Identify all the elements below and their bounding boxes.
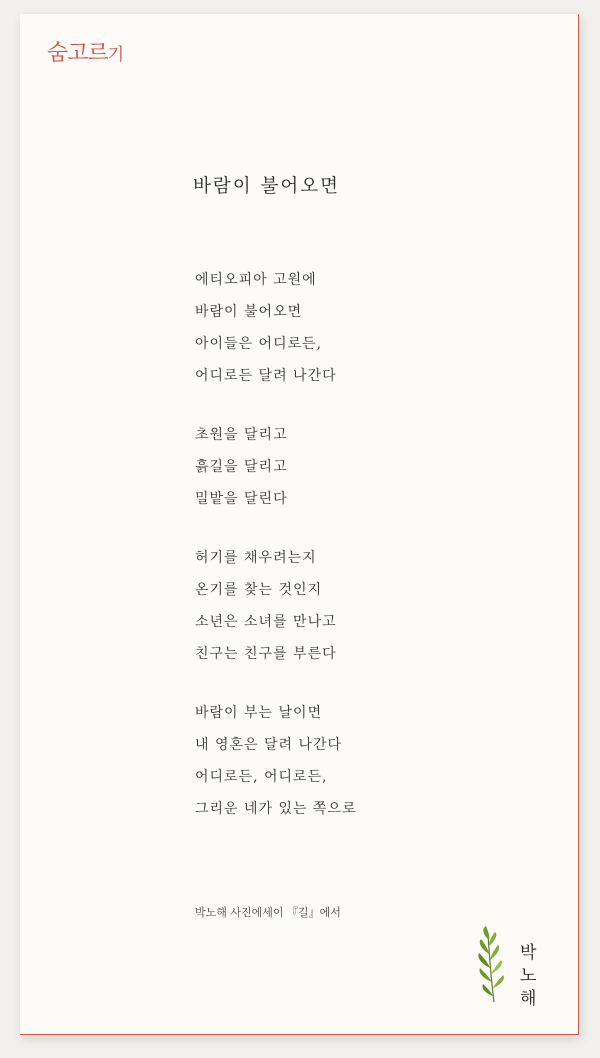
poem-line: 허기를 채우려는지 <box>195 550 317 566</box>
stanza <box>195 264 357 392</box>
poem-line: 그리운 네가 있는 쪽으로 <box>195 801 357 817</box>
stanza <box>195 697 357 825</box>
poem-line: 바람이 불어오면 <box>195 304 303 320</box>
signature-char: 노 <box>520 966 537 986</box>
signature-char: 해 <box>520 989 537 1009</box>
poem-line: 밀밭을 달린다 <box>195 491 288 507</box>
poem-source: 박노해 사진에세이 『길』에서 <box>195 906 341 919</box>
brand-logo-main: 숨고르 <box>47 41 108 66</box>
brand-logo-small: 기 <box>107 45 124 65</box>
poem-line: 소년은 소녀를 만나고 <box>195 614 337 630</box>
poem-line: 아이들은 어디로든, <box>195 336 323 352</box>
signature-char: 박 <box>520 943 537 963</box>
poem-title: 바람이 불어오면 <box>193 176 340 197</box>
brand-logo[interactable] <box>47 36 123 67</box>
poem-line: 어디로든 달려 나간다 <box>195 368 337 384</box>
poem-body <box>195 264 357 852</box>
poem-line: 내 영혼은 달려 나간다 <box>195 737 343 753</box>
poem-line: 바람이 부는 날이면 <box>195 705 323 721</box>
poem-card <box>20 14 579 1035</box>
poem-line: 흙길을 달리고 <box>195 459 288 475</box>
poem-line: 어디로든, 어디로든, <box>195 769 328 785</box>
poem-line: 온기를 찾는 것인지 <box>195 582 323 598</box>
poem-line: 친구는 친구를 부른다 <box>195 646 337 662</box>
stanza <box>195 542 357 670</box>
stanza <box>195 419 357 515</box>
author-signature <box>520 942 536 1011</box>
olive-branch-icon <box>468 926 518 1006</box>
poem-line: 에티오피아 고원에 <box>195 272 317 288</box>
poem-line: 초원을 달리고 <box>195 427 288 443</box>
